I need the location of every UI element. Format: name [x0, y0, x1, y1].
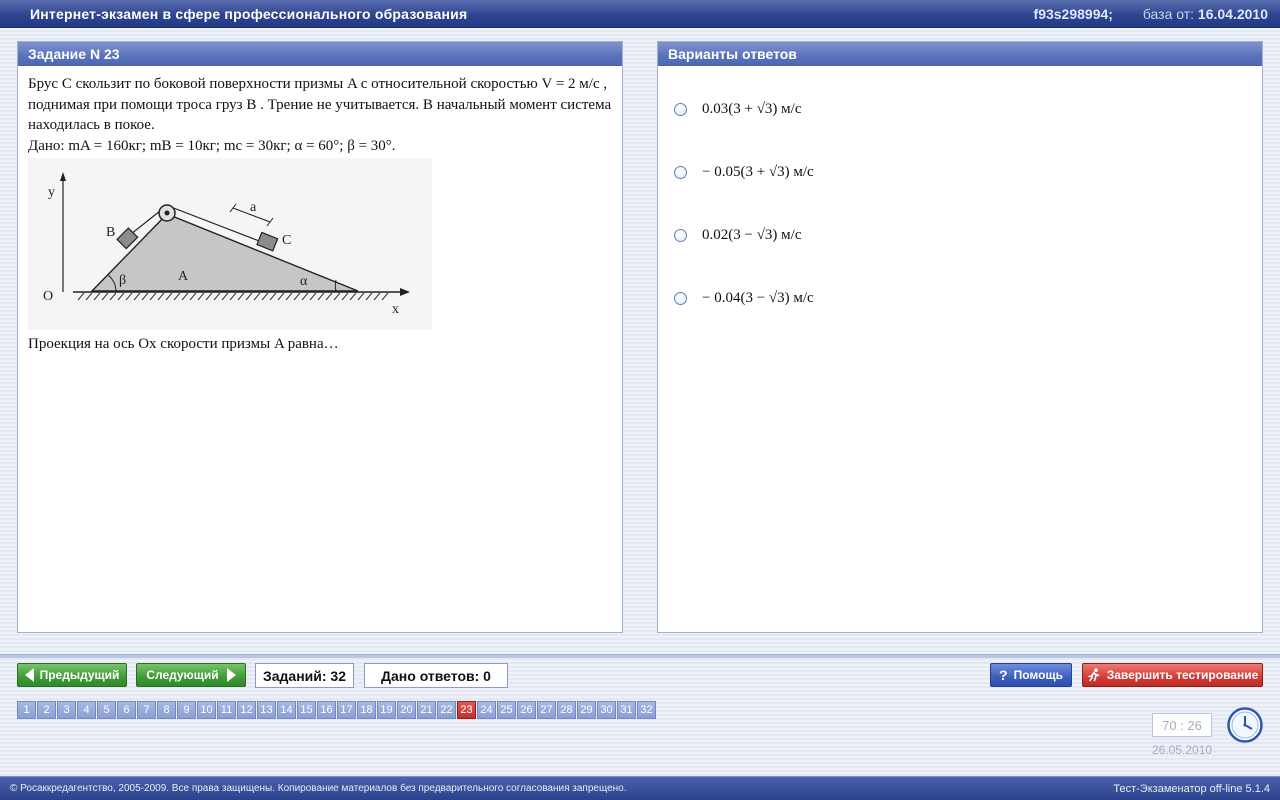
page-button[interactable]: 25: [497, 701, 516, 719]
page-button[interactable]: 11: [217, 701, 236, 719]
pulley-axle: [165, 211, 170, 216]
answer-option-text: 0.03(3 + √3) м/с: [702, 100, 802, 117]
timer: 70 : 26: [1152, 713, 1212, 737]
page-button[interactable]: 26: [517, 701, 536, 719]
page-button[interactable]: 6: [117, 701, 136, 719]
radio-button[interactable]: [674, 292, 687, 305]
task-header: Задание N 23: [18, 42, 622, 66]
base-label: база от:: [1142, 6, 1195, 22]
answer-option-4[interactable]: [674, 286, 814, 310]
label-alpha: α: [300, 274, 308, 289]
finish-button-label: Завершить тестирование: [1106, 668, 1259, 682]
page-button[interactable]: 29: [577, 701, 596, 719]
session-info: [1034, 6, 1268, 22]
page-button[interactable]: 24: [477, 701, 496, 719]
page-button[interactable]: 28: [557, 701, 576, 719]
radio-button[interactable]: [674, 166, 687, 179]
answered-count: Дано ответов: 0: [364, 663, 508, 688]
label-c: C: [282, 233, 292, 248]
page-button[interactable]: 5: [97, 701, 116, 719]
label-prism: A: [178, 269, 189, 284]
page-button[interactable]: 4: [77, 701, 96, 719]
answers-panel: [657, 41, 1263, 633]
page-button[interactable]: 16: [317, 701, 336, 719]
page-button[interactable]: 8: [157, 701, 176, 719]
task-question: Проекция на ось Ox скорости призмы A равна…: [28, 336, 339, 352]
next-button[interactable]: [136, 663, 246, 687]
arrow-right-icon: [227, 668, 236, 682]
prism-diagram: [28, 158, 432, 330]
page-button[interactable]: 12: [237, 701, 256, 719]
answer-option-text: − 0.04(3 − √3) м/с: [702, 289, 814, 306]
page-button[interactable]: 21: [417, 701, 436, 719]
page-button[interactable]: 1: [17, 701, 36, 719]
page-button[interactable]: 14: [277, 701, 296, 719]
y-axis-arrow: [60, 172, 66, 181]
page-button[interactable]: 13: [257, 701, 276, 719]
task-given: Дано: mA = 160кг; mB = 10кг; mc = 30кг; α = 60°; β = 30°.: [28, 137, 396, 154]
bottom-divider: [0, 654, 1280, 658]
prism-a: [92, 214, 358, 291]
page-button[interactable]: 17: [337, 701, 356, 719]
page-button[interactable]: 3: [57, 701, 76, 719]
runner-icon: [1087, 668, 1101, 682]
page-button[interactable]: 7: [137, 701, 156, 719]
page-button[interactable]: 22: [437, 701, 456, 719]
next-button-label: Следующий: [146, 668, 219, 682]
question-pagination: [17, 701, 657, 719]
page-button[interactable]: 19: [377, 701, 396, 719]
prev-button[interactable]: [17, 663, 127, 687]
answer-option-2[interactable]: [674, 160, 814, 184]
copyright: © Росаккредагентство, 2005-2009. Все права защищены. Копирование материалов без предварительного согласования запрещено.: [10, 783, 627, 794]
task-intro: Брус C скользит по боковой поверхности призмы A с относительной скоростью V = 2 м/с , поднимая при помощи троса груз B . Трение не учитывается. В начальный момент система находилась в покое.: [28, 76, 612, 133]
label-y: y: [48, 185, 55, 200]
footer: [0, 776, 1280, 800]
help-button[interactable]: [990, 663, 1072, 687]
label-o: O: [43, 289, 54, 304]
page-button[interactable]: 15: [297, 701, 316, 719]
label-a-dim: a: [250, 200, 257, 215]
page-button[interactable]: 30: [597, 701, 616, 719]
page-button[interactable]: 2: [37, 701, 56, 719]
task-panel: [17, 41, 623, 633]
help-button-label: Помощь: [1013, 668, 1063, 682]
answer-option-1[interactable]: [674, 97, 802, 121]
radio-button[interactable]: [674, 229, 687, 242]
radio-button[interactable]: [674, 103, 687, 116]
ground-hatching: [78, 293, 388, 300]
answer-option-text: 0.02(3 − √3) м/с: [702, 226, 802, 243]
answers-header: Варианты ответов: [658, 42, 1262, 66]
version-label: Тест-Экзаменатор off-line 5.1.4: [1113, 783, 1270, 795]
page-button[interactable]: 9: [177, 701, 196, 719]
base-date: 16.04.2010: [1197, 6, 1268, 22]
x-axis-arrow: [400, 288, 410, 296]
arrow-left-icon: [25, 668, 34, 682]
page-button[interactable]: 27: [537, 701, 556, 719]
page-button-current[interactable]: 23: [457, 701, 476, 719]
clock-icon: [1226, 706, 1264, 744]
label-x: x: [392, 302, 399, 317]
label-beta: β: [119, 273, 127, 288]
session-id: f93s298994;: [1033, 6, 1113, 22]
page-button[interactable]: 32: [637, 701, 656, 719]
block-c: [257, 232, 278, 250]
prev-button-label: Предыдущий: [39, 668, 120, 682]
title-bar: [0, 0, 1280, 28]
page-button[interactable]: 20: [397, 701, 416, 719]
help-icon: ?: [999, 667, 1008, 683]
task-body: [18, 66, 622, 355]
app-title: Интернет-экзамен в сфере профессионального образования: [30, 6, 468, 22]
tasks-count: Заданий: 32: [255, 663, 354, 688]
current-date: 26.05.2010: [1152, 743, 1213, 757]
answer-option-3[interactable]: [674, 223, 802, 247]
answer-option-text: − 0.05(3 + √3) м/с: [702, 163, 814, 180]
finish-button[interactable]: [1082, 663, 1263, 687]
label-b: B: [106, 225, 116, 240]
page-button[interactable]: 10: [197, 701, 216, 719]
page-button[interactable]: 31: [617, 701, 636, 719]
page-button[interactable]: 18: [357, 701, 376, 719]
